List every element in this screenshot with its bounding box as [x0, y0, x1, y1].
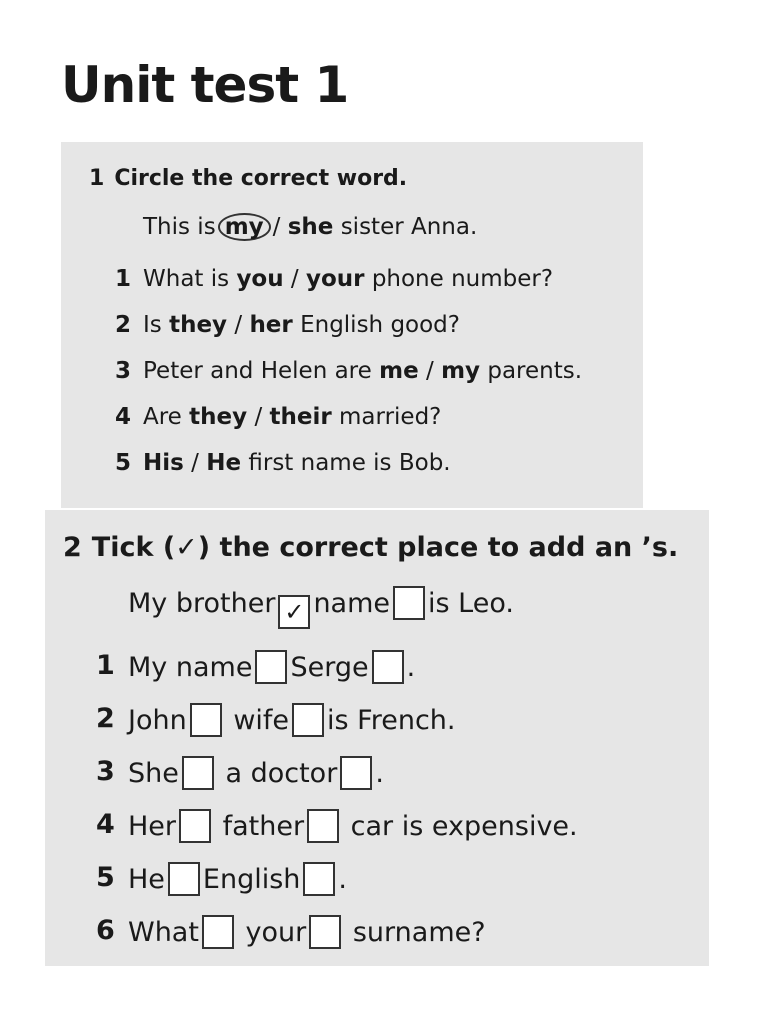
example-word-2: name	[313, 588, 391, 619]
option-2[interactable]: He	[206, 450, 242, 476]
exercise-1-instruction: Circle the correct word.	[114, 166, 408, 191]
tick-box[interactable]	[292, 703, 324, 737]
word-2: your	[245, 917, 307, 948]
item-text-end: married?	[339, 404, 442, 430]
item-number: 6	[96, 915, 115, 946]
item-number: 1	[115, 266, 132, 292]
item-text: Peter and Helen are	[143, 358, 372, 384]
word-3: car is expensive.	[350, 811, 578, 842]
word-2: wife	[233, 705, 290, 736]
word-3: .	[338, 864, 348, 895]
option-2[interactable]: their	[269, 404, 332, 430]
item-text-end: parents.	[487, 358, 583, 384]
item-number: 2	[115, 312, 132, 338]
example-slash: /	[272, 214, 281, 240]
tick-box[interactable]	[179, 809, 211, 843]
item-number: 2	[96, 703, 115, 734]
item-text-end: English good?	[300, 312, 460, 338]
option-1[interactable]: me	[379, 358, 419, 384]
tick-box[interactable]	[168, 862, 200, 896]
exercise-2-heading	[63, 532, 678, 563]
option-2[interactable]: your	[305, 266, 365, 292]
option-1[interactable]: they	[169, 312, 228, 338]
exercise-1-heading	[89, 166, 407, 191]
example-text-after: sister Anna.	[340, 214, 478, 240]
word-2: a doctor	[225, 758, 338, 789]
exercise-2-panel	[45, 510, 709, 966]
slash: /	[254, 404, 263, 430]
item-number: 5	[96, 862, 115, 893]
item-number: 1	[96, 650, 115, 681]
option-1[interactable]: you	[236, 266, 284, 292]
example-text-before: This is	[143, 214, 216, 240]
exercise-2-instruction: Tick (✓) the correct place to add an ’s.	[91, 532, 679, 563]
ticked-checkbox: ✓	[278, 595, 310, 629]
word-1: She	[128, 758, 179, 789]
tick-box[interactable]	[307, 809, 339, 843]
example-word-3: is Leo.	[428, 588, 514, 619]
slash: /	[234, 312, 243, 338]
tick-box[interactable]	[340, 756, 372, 790]
tick-box[interactable]	[202, 915, 234, 949]
item-number: 4	[96, 809, 115, 840]
option-2[interactable]: my	[441, 358, 481, 384]
item-text: Is	[143, 312, 162, 338]
exercise-1-example	[143, 213, 477, 241]
circled-answer: my	[218, 213, 271, 241]
word-1: What	[128, 917, 199, 948]
word-3: surname?	[352, 917, 486, 948]
word-1: He	[128, 864, 165, 895]
empty-checkbox	[393, 586, 425, 620]
tick-box[interactable]	[182, 756, 214, 790]
word-2: father	[222, 811, 305, 842]
tick-box[interactable]	[190, 703, 222, 737]
item-number: 3	[96, 756, 115, 787]
tick-box[interactable]	[372, 650, 404, 684]
word-1: Her	[128, 811, 177, 842]
item-text-end: first name is Bob.	[248, 450, 451, 476]
exercise-2-number: 2	[63, 532, 82, 563]
item-number: 4	[115, 404, 132, 430]
word-3: .	[375, 758, 384, 789]
item-text: Are	[143, 404, 182, 430]
item-text-end: phone number?	[371, 266, 554, 292]
slash: /	[191, 450, 199, 476]
slash: /	[426, 358, 434, 384]
tick-box[interactable]	[255, 650, 287, 684]
option-1[interactable]: His	[143, 450, 184, 476]
word-2: Serge	[290, 652, 369, 683]
word-1: My name	[128, 652, 253, 683]
tick-box[interactable]	[309, 915, 341, 949]
word-2: English	[202, 864, 301, 895]
item-text: What is	[143, 266, 230, 292]
option-2[interactable]: her	[249, 312, 293, 338]
exercise-2-example	[128, 586, 514, 626]
exercise-1-number: 1	[89, 166, 105, 191]
tick-box[interactable]	[303, 862, 335, 896]
example-option: she	[287, 214, 334, 240]
option-1[interactable]: they	[189, 404, 248, 430]
item-number: 5	[115, 450, 132, 476]
item-number: 3	[115, 358, 132, 384]
word-3: .	[406, 652, 416, 683]
exercise-1-panel	[61, 142, 643, 508]
example-word-1: My brother	[128, 588, 276, 619]
word-3: is French.	[327, 705, 456, 736]
page-title: Unit test 1	[61, 56, 349, 114]
word-1: John	[128, 705, 187, 736]
slash: /	[290, 266, 299, 292]
